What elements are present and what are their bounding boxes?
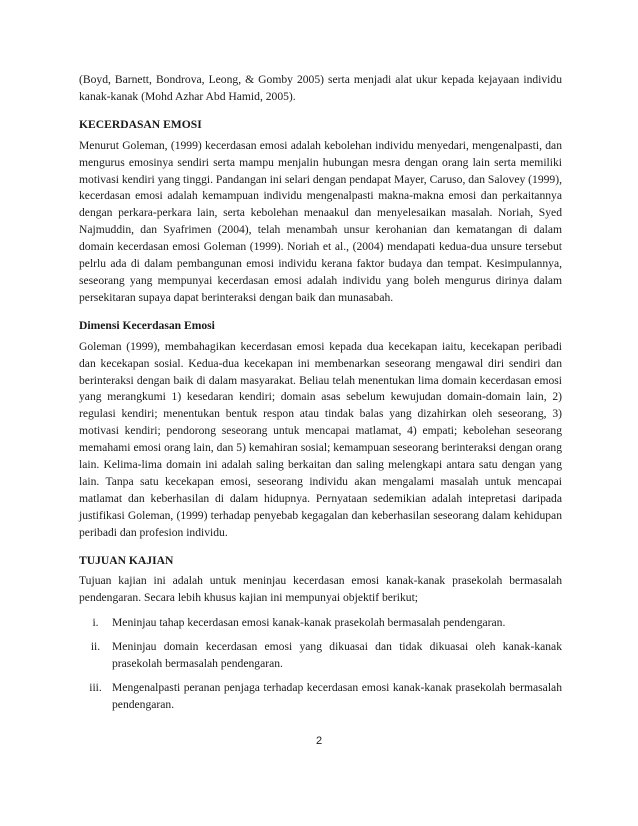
intro-paragraph: (Boyd, Barnett, Bondrova, Leong, & Gomby 2005) serta menjadi alat ukur kepada kejayaan individu kanak-kanak (Mohd Azhar Abd Hamid, 2005). [79, 73, 562, 103]
objectives-list [79, 615, 562, 714]
list-item [79, 615, 562, 632]
list-item-number: i. [92, 616, 99, 630]
list-item [79, 639, 562, 673]
page-number: 2 [315, 735, 323, 747]
section-body-dimensi: Goleman (1999), membahagikan kecerdasan emosi kepada dua kecekapan iaitu, kecekapan peribadi dan kecekapan sosial. Kedua-dua kecekapan ini membenarkan seseorang mengawal diri sendiri dan berinteraksi dengan baik di dalam masyarakat. Beliau telah menentukan lima domain kecerdasan emosi yang merangkumi 1) kesedaran kendiri; domain asas sebelum kewujudan domain-domain lain, 2) regulasi kendiri; menentukan bentuk respon atau tindak balas yang dizahirkan oleh seseorang, 3) motivasi kendiri; pendorong seseorang untuk mencapai matlamat, 4) empati; kebolehan seseorang memahami emosi orang lain, dan 5) kemahiran sosial; kemampuan seseorang berinteraksi dengan orang lain. Kelima-lima domain ini adalah saling berkaitan dan saling melengkapi antara satu dengan yang lain. Tanpa satu kecekapan emosi, seseorang individu akan mengalami masalah untuk mencapai matlamat dan keberhasilan di dalam hidupnya. Pernyataan sedemikian adalah intepretasi daripada justifikasi Goleman, (1999) terhadap penyebab kegagalan dan keberhasilan seseorang dalam kehidupan peribadi dan profesion individu. [79, 339, 562, 539]
list-item-number: iii. [89, 681, 102, 694]
document-page [79, 72, 562, 721]
list-item [79, 680, 562, 714]
section-body-tujuan-kajian: Tujuan kajian ini adalah untuk meninjau kecerdasan emosi kanak-kanak prasekolah bermasalah pendengaran. Secara lebih khusus kajian ini mempunyai objektif berikut; [79, 574, 562, 605]
list-item-text: Mengenalpasti peranan penjaga terhadap kecerdasan emosi kanak-kanak prasekolah bermasalah pendengaran. [112, 681, 562, 711]
section-heading-tujuan-kajian: TUJUAN KAJIAN [79, 553, 174, 567]
list-item-text: Meninjau tahap kecerdasan emosi kanak-kanak prasekolah bermasalah pendengaran. [112, 616, 506, 630]
list-item-number: ii. [90, 640, 101, 654]
list-item-text: Meninjau domain kecerdasan emosi yang dikuasai dan tidak dikuasai oleh kanak-kanak prasekolah bermasalah pendengaran. [112, 640, 562, 671]
section-heading-dimensi: Dimensi Kecerdasan Emosi [79, 318, 215, 332]
section-body-kecerdasan-emosi: Menurut Goleman, (1999) kecerdasan emosi adalah kebolehan individu menyedari, mengenalpasti, dan mengurus emosinya sendiri serta mampu menjalin hubungan mesra dengan orang lain serta memiliki motivasi kendiri yang tinggi. Pandangan ini selari dengan pendapat Mayer, Caruso, dan Salovey (1999), kecerdasan emosi adalah kemampuan individu mengenalpasti makna-makna emosi dan perkaitannya dengan perkara-perkara lain, serta kebolehan menaakul dan menyelesaikan masalah. Noriah, Syed Najmuddin, dan Syafrimen (2004), telah menambah unsur kerohanian dan kematangan di dalam domain kecerdasan emosi Goleman (1999). Noriah et al., (2004) mendapati kedua-dua unsure tersebut pelrlu ada di dalam pembangunan emosi individu kerana faktor budaya dan tempat. Kesimpulannya, seseorang yang mempunyai kecerdasan emosi adalah individu yang boleh mengurus dirinya dalam persekitaran supaya dapat berinteraksi dengan baik dan munasabah. [79, 138, 562, 304]
section-heading-kecerdasan-emosi: KECERDASAN EMOSI [79, 117, 202, 131]
